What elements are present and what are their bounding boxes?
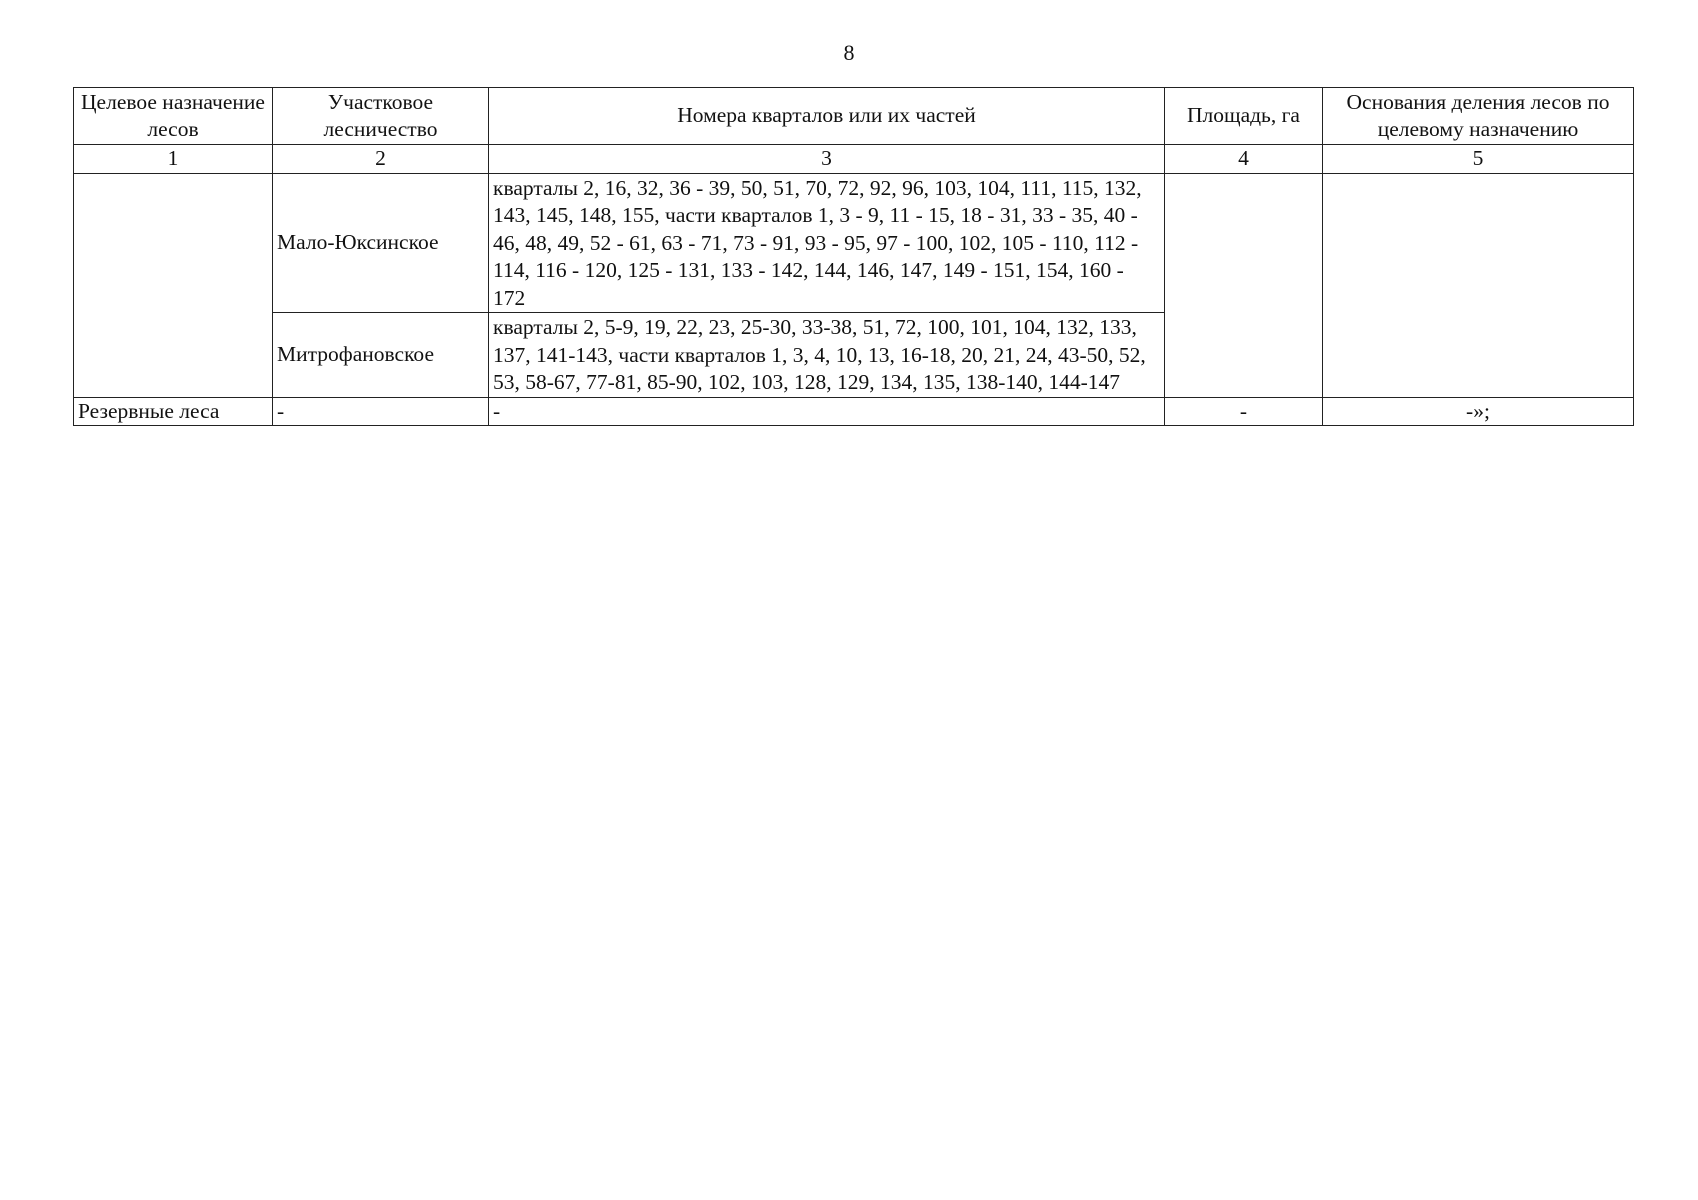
header-basis: Основания деления лесов по целевому назначению [1323, 88, 1634, 145]
header-forestry: Участковое лесничество [273, 88, 489, 145]
area-cell: - [1165, 397, 1323, 426]
header-quarters: Номера кварталов или их частей [489, 88, 1165, 145]
purpose-cell: Резервные леса [74, 397, 273, 426]
basis-cell: -»; [1323, 397, 1634, 426]
column-number-row [74, 145, 1634, 174]
column-number: 4 [1165, 145, 1323, 174]
forestry-cell: - [273, 397, 489, 426]
column-number: 1 [74, 145, 273, 174]
purpose-cell-empty [74, 173, 273, 397]
column-number: 5 [1323, 145, 1634, 174]
header-purpose: Целевое назначение лесов [74, 88, 273, 145]
area-cell-empty [1165, 173, 1323, 397]
table-header-row [74, 88, 1634, 145]
header-area: Площадь, га [1165, 88, 1323, 145]
forestry-cell: Митрофановское [273, 313, 489, 398]
basis-cell-empty [1323, 173, 1634, 397]
column-number: 3 [489, 145, 1165, 174]
forest-purpose-table [73, 87, 1634, 426]
quarters-cell: кварталы 2, 5-9, 19, 22, 23, 25-30, 33-38, 51, 72, 100, 101, 104, 132, 133, 137, 141-143, части кварталов 1, 3, 4, 10, 13, 16-18, 20, 21, 24, 43-50, 52, 53, 58-67, 77-81, 85-90, 102, 103, 128, 129, 134, 135, 138-140, 144-147 [489, 313, 1165, 398]
forestry-cell: Мало-Юксинское [273, 173, 489, 313]
quarters-cell: кварталы 2, 16, 32, 36 - 39, 50, 51, 70, 72, 92, 96, 103, 104, 111, 115, 132, 143, 145, 148, 155, части кварталов 1, 3 - 9, 11 - 15, 18 - 31, 33 - 35, 40 - 46, 48, 49, 52 - 61, 63 - 71, 73 - 91, 93 - 95, 97 - 100, 102, 105 - 110, 112 - 114, 116 - 120, 125 - 131, 133 - 142, 144, 146, 147, 149 - 151, 154, 160 - 172 [489, 173, 1165, 313]
reserve-forest-row [74, 397, 1634, 426]
table-row [74, 173, 1634, 313]
column-number: 2 [273, 145, 489, 174]
quarters-cell: - [489, 397, 1165, 426]
page-number: 8 [843, 40, 855, 65]
